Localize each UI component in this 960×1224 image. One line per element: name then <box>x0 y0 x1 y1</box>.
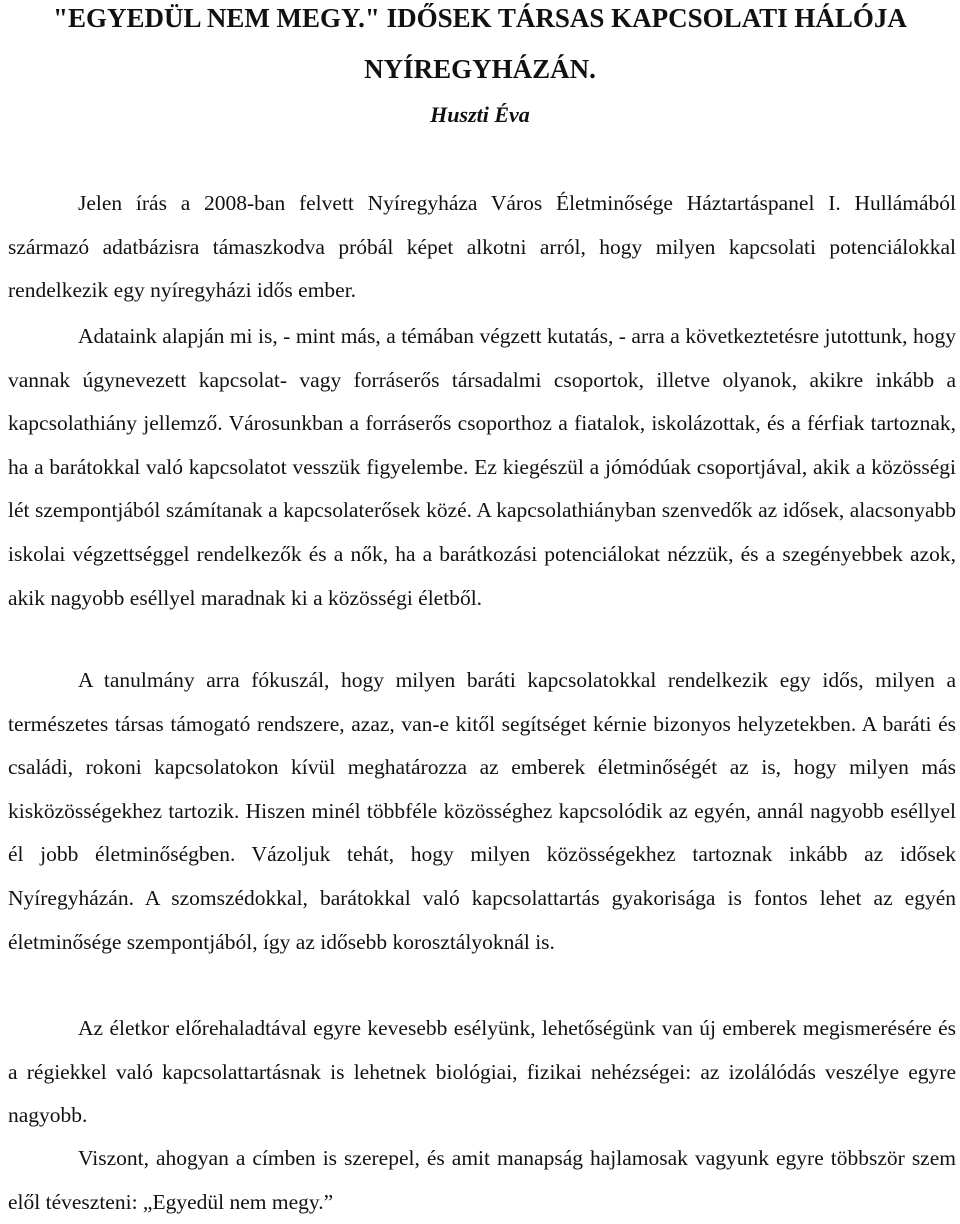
paragraph-aging: Az életkor előrehaladtával egyre kevesebb esélyünk, lehetőségünk van új emberek megismerésére és a régiekkel való kapcsolattartásnak is lehetnek biológiai, fizikai nehézségei: az izolálódás veszélye egyre nagyobb. <box>8 1016 956 1128</box>
paragraph-conclusion: Viszont, ahogyan a címben is szerepel, és amit manapság hajlamosak vagyunk egyre többször szem elől téveszteni: „Egyedül nem megy.” <box>8 1146 956 1214</box>
paragraph-intro: Jelen írás a 2008-ban felvett Nyíregyháza Város Életminősége Háztartáspanel I. Hullámából származó adatbázisra támaszkodva próbál képet alkotni arról, hogy milyen kapcsolati potenciálokkal rendelkezik egy nyíregyházi idős ember. <box>8 191 956 303</box>
paragraph-findings: Adataink alapján mi is, - mint más, a témában végzett kutatás, - arra a következtetésre jutottunk, hogy vannak úgynevezett kapcsolat- vagy forráserős társadalmi csoportok, illetve olyanok, akikre inkább a kapcsolathiány jellemző. Városunkban a forráserős csoporthoz a fiatalok, iskolázottak, és a férfiak tartoznak, ha a barátokkal való kapcsolatot vesszük figyelembe. Ez kiegészül a jómódúak csoportjával, akik a közösségi lét szempontjából számítanak a kapcsolaterősek közé. A kapcsolathiányban szenvedők az idősek, alacsonyabb iskolai végzettséggel rendelkezők és a nők, ha a barátkozási potenciálokat nézzük, és a szegényebbek azok, akik nagyobb eséllyel maradnak ki a közösségi életből. <box>8 324 956 610</box>
document-author: Huszti Éva <box>430 102 530 127</box>
paragraph-focus: A tanulmány arra fókuszál, hogy milyen baráti kapcsolatokkal rendelkezik egy idős, milyen a természetes társas támogató rendszere, azaz, van-e kitől segítséget kérnie bizonyos helyzetekben. A baráti és családi, rokoni kapcsolatokon kívül meghatározza az emberek életminőségét az is, hogy milyen más kisközösségekhez tartozik. Hiszen minél többféle közösséghez kapcsolódik az egyén, annál nagyobb eséllyel él jobb életminőségben. Vázoljuk tehát, hogy milyen közösségekhez tartoznak inkább az idősek Nyíregyházán. A szomszédokkal, barátokkal való kapcsolattartás gyakorisága is fontos lehet az egyén életminősége szempontjából, így az idősebb korosztályoknál is. <box>8 668 956 954</box>
document-title-line-1: "EGYEDÜL NEM MEGY." IDŐSEK TÁRSAS KAPCSOLATI HÁLÓJA <box>53 3 907 33</box>
document-title-line-2: NYÍREGYHÁZÁN. <box>364 54 596 84</box>
